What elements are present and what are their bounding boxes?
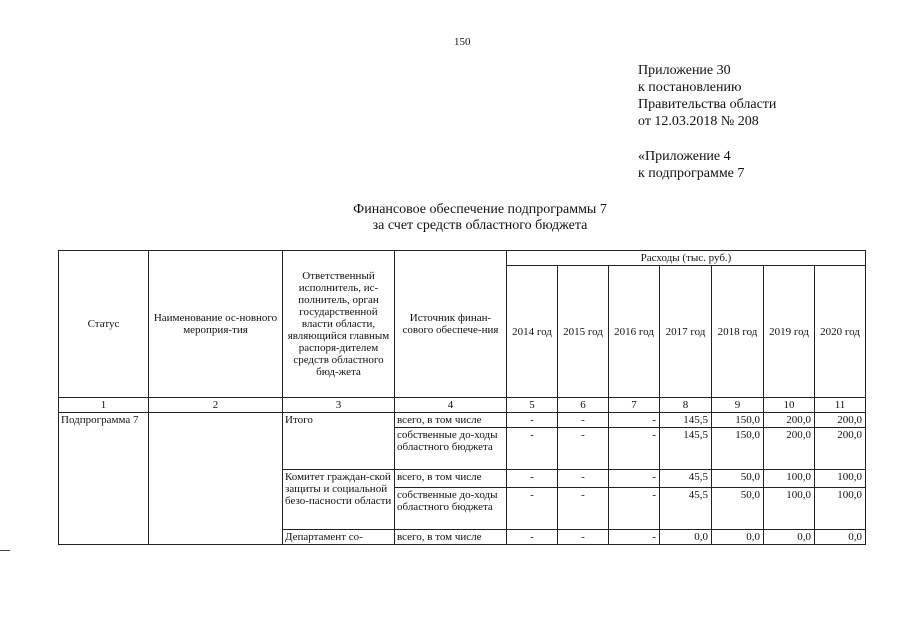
column-index: 10 <box>764 398 815 413</box>
table-row <box>59 413 866 428</box>
value-cell: 200,0 <box>764 413 815 428</box>
financing-table <box>58 250 866 545</box>
value-cell: - <box>609 428 660 470</box>
page-number: 150 <box>454 36 471 48</box>
annex-line: Приложение 30 <box>638 63 731 78</box>
header-source: Источник финан-сового обеспече-ния <box>395 251 507 398</box>
value-cell: - <box>558 530 609 545</box>
value-cell: - <box>507 428 558 470</box>
value-cell: - <box>558 488 609 530</box>
header-expenses: Расходы (тыс. руб.) <box>507 251 866 266</box>
value-cell: 200,0 <box>764 428 815 470</box>
value-cell: - <box>558 428 609 470</box>
column-index: 11 <box>815 398 866 413</box>
value-cell: 0,0 <box>660 530 712 545</box>
value-cell: 45,5 <box>660 470 712 488</box>
value-cell: 50,0 <box>712 470 764 488</box>
responsible-cell: Комитет граждан-ской защиты и социальной безо-пасности области <box>283 470 395 530</box>
value-cell: 145,5 <box>660 413 712 428</box>
column-index: 6 <box>558 398 609 413</box>
value-cell: - <box>609 488 660 530</box>
column-index: 5 <box>507 398 558 413</box>
responsible-cell: Итого <box>283 413 395 470</box>
value-cell: 100,0 <box>764 488 815 530</box>
value-cell: 45,5 <box>660 488 712 530</box>
value-cell: 0,0 <box>815 530 866 545</box>
value-cell: - <box>558 470 609 488</box>
header-year: 2018 год <box>712 266 764 398</box>
value-cell: 0,0 <box>764 530 815 545</box>
header-year: 2019 год <box>764 266 815 398</box>
status-cell: Подпрограмма 7 <box>59 413 149 545</box>
source-cell: собственные до-ходы областного бюджета <box>395 488 507 530</box>
annex-line: к постановлению <box>638 80 742 95</box>
column-index: 9 <box>712 398 764 413</box>
column-index: 8 <box>660 398 712 413</box>
source-cell: всего, в том числе <box>395 413 507 428</box>
value-cell: 150,0 <box>712 428 764 470</box>
value-cell: - <box>507 530 558 545</box>
source-cell: собственные до-ходы областного бюджета <box>395 428 507 470</box>
source-cell: всего, в том числе <box>395 470 507 488</box>
header-status: Статус <box>59 251 149 398</box>
value-cell: 0,0 <box>712 530 764 545</box>
sub-annex-block <box>638 148 744 182</box>
sub-annex-line: «Приложение 4 <box>638 149 731 164</box>
value-cell: - <box>507 470 558 488</box>
title-line: за счет средств областного бюджета <box>372 218 588 233</box>
value-cell: 145,5 <box>660 428 712 470</box>
value-cell: - <box>507 413 558 428</box>
document-title <box>250 202 710 234</box>
column-index: 1 <box>59 398 149 413</box>
column-index-row <box>59 398 866 413</box>
column-index: 3 <box>283 398 395 413</box>
header-year: 2017 год <box>660 266 712 398</box>
header-row <box>59 251 866 266</box>
value-cell: 100,0 <box>815 470 866 488</box>
value-cell: 100,0 <box>815 488 866 530</box>
value-cell: 50,0 <box>712 488 764 530</box>
value-cell: - <box>609 413 660 428</box>
header-year: 2016 год <box>609 266 660 398</box>
responsible-cell: Департамент со- <box>283 530 395 545</box>
value-cell: - <box>558 413 609 428</box>
sub-annex-line: к подпрограмме 7 <box>638 166 745 181</box>
edge-mark <box>0 550 10 551</box>
value-cell: - <box>609 530 660 545</box>
annex-line: Правительства области <box>638 97 777 112</box>
header-event-name: Наименование ос-новного мероприя-тия <box>149 251 283 398</box>
value-cell: 200,0 <box>815 413 866 428</box>
column-index: 4 <box>395 398 507 413</box>
value-cell: 200,0 <box>815 428 866 470</box>
header-year: 2014 год <box>507 266 558 398</box>
annex-block <box>638 62 776 130</box>
header-year: 2015 год <box>558 266 609 398</box>
value-cell: 150,0 <box>712 413 764 428</box>
header-year: 2020 год <box>815 266 866 398</box>
event-name-cell <box>149 413 283 545</box>
source-cell: всего, в том числе <box>395 530 507 545</box>
title-line: Финансовое обеспечение подпрограммы 7 <box>353 202 607 217</box>
column-index: 7 <box>609 398 660 413</box>
value-cell: 100,0 <box>764 470 815 488</box>
header-responsible: Ответственный исполнитель, ис-полнитель, орган государственной власти области, являющийся главным распоря-дителем средств областного бюд-жета <box>283 251 395 398</box>
value-cell: - <box>609 470 660 488</box>
column-index: 2 <box>149 398 283 413</box>
annex-line: от 12.03.2018 № 208 <box>638 114 759 129</box>
value-cell: - <box>507 488 558 530</box>
